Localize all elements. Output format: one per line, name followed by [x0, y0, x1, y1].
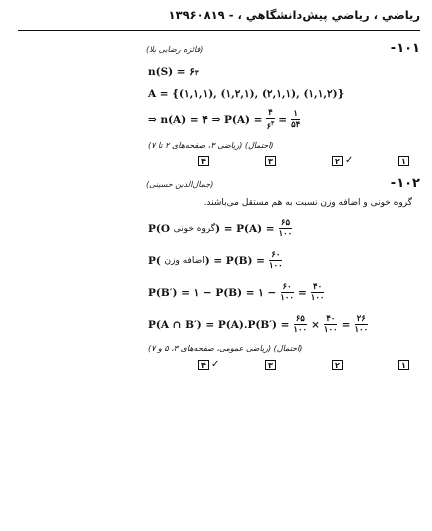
- question-101-number: -۱۰۱: [390, 41, 420, 56]
- q102-l3-fraction-1: [278, 282, 296, 303]
- q102-option-2[interactable]: ۲: [332, 360, 343, 370]
- q102-l4-num3: ۲۶: [356, 314, 366, 324]
- q102-line-pbprime: [148, 282, 328, 303]
- q102-line-pb: [148, 250, 287, 271]
- q101-frac1-den-exp: ۳: [271, 120, 275, 127]
- q102-option-3[interactable]: ۳: [265, 360, 276, 370]
- q102-l2-a: P(: [148, 254, 161, 267]
- q101-line-set-a: A = {(۱,۱,۱), (۱,۲,۱), (۲,۱,۱), (۱,۱,۲)}: [148, 88, 345, 100]
- q101-check-icon: ✓: [345, 155, 354, 166]
- q101-option-4[interactable]: ۴: [198, 156, 209, 166]
- q102-l2-den: ۱۰۰: [268, 261, 283, 271]
- q102-l4-num1: ۶۵: [295, 314, 305, 324]
- q101-option-1[interactable]: ۱: [398, 156, 409, 166]
- q101-option-2[interactable]: ۲: [332, 156, 343, 166]
- q101-option-3[interactable]: ۳: [265, 156, 276, 166]
- q102-line-pa: [148, 218, 296, 239]
- q102-l3-eq: =: [297, 286, 307, 299]
- q102-l4-den1: ۱۰۰: [293, 325, 308, 335]
- q102-l3-a: P(B′) = ۱ − P(B) = ۱ −: [148, 286, 277, 299]
- q102-l4-fraction-1: [291, 314, 309, 335]
- q101-frac1-num: ۴: [268, 108, 273, 118]
- q101-line-pa: [148, 108, 304, 132]
- q102-l4-num2: ۴۰: [326, 314, 336, 324]
- q102-l4-a: P(A ∩ B′) = P(A).P(B′) =: [148, 318, 290, 331]
- q102-l1-a: P(O: [148, 222, 171, 235]
- q101-ns-text: n(S) = ۶: [148, 66, 195, 78]
- q102-l3-den2: ۱۰۰: [310, 293, 325, 303]
- q101-ns-exp: ۳: [194, 67, 199, 77]
- q102-l1-den: ۱۰۰: [278, 229, 293, 239]
- q102-l4-fraction-2: [322, 314, 340, 335]
- q102-description: گروه خونی و اضافه وزن نسبت به هم مستقل می‌باشند.: [203, 198, 412, 208]
- q101-frac2-num: ۱: [293, 109, 298, 120]
- header-divider: [18, 30, 420, 31]
- q101-frac1-den: [264, 119, 276, 132]
- q102-l1-blood-type: گروه خونی: [173, 223, 216, 234]
- q102-check-icon: ✓: [211, 359, 220, 370]
- q102-l2-overweight: اضافه وزن: [164, 255, 205, 266]
- q102-l3-num1: ۶۰: [282, 282, 292, 292]
- q102-l4-den3: ۱۰۰: [354, 325, 369, 335]
- q102-l1-num: ۶۵: [280, 218, 291, 228]
- q102-l2-num: ۶۰: [271, 250, 281, 260]
- q101-pa-text: ⇒ n(A) = ۴ ⇒ P(A) =: [148, 113, 263, 126]
- q102-l3-fraction-2: [309, 282, 327, 303]
- q101-fraction-2: [289, 109, 302, 130]
- q101-fraction-1: [264, 108, 276, 132]
- q102-l1-fraction: [277, 218, 295, 239]
- q102-l2-c: ) = P(B) =: [204, 254, 265, 267]
- question-101-author: (فائزه رضایی بلا): [146, 45, 204, 54]
- q102-l4-den2: ۱۰۰: [323, 325, 338, 335]
- q102-option-1[interactable]: ۱: [398, 360, 409, 370]
- question-102-author: (جمال‌الدین حسینی): [146, 180, 214, 189]
- q102-l4-fraction-3: [352, 314, 370, 335]
- q101-line-ns: [148, 66, 199, 78]
- q102-l4-eq: =: [341, 318, 351, 331]
- q102-line-intersection: [148, 314, 372, 335]
- q102-l2-fraction: [267, 250, 285, 271]
- q102-reference: (احتمال) (رياضی عمومی، صفحه‌های ۳، ۵ و ۷): [148, 344, 303, 353]
- page-header-title: رياضي ، رياضي پيش‌دانشگاهي ، - ۱۳۹۶۰۸۱۹: [168, 8, 420, 22]
- q102-l4-times: ×: [311, 318, 320, 331]
- q101-frac2-den: ۵۴: [291, 120, 301, 131]
- question-102-number: -۱۰۲: [390, 176, 420, 191]
- q102-l3-num2: ۴۰: [313, 282, 323, 292]
- q101-equals: =: [278, 113, 288, 126]
- q101-frac1-den-base: ۶: [266, 121, 272, 132]
- q102-option-4[interactable]: ۴: [198, 360, 209, 370]
- q102-l3-den1: ۱۰۰: [280, 293, 294, 303]
- q101-reference: (احتمال) (رياضی ۳، صفحه‌های ۲ تا ۷): [148, 141, 274, 150]
- q102-l1-c: ) = P(A) =: [215, 222, 275, 235]
